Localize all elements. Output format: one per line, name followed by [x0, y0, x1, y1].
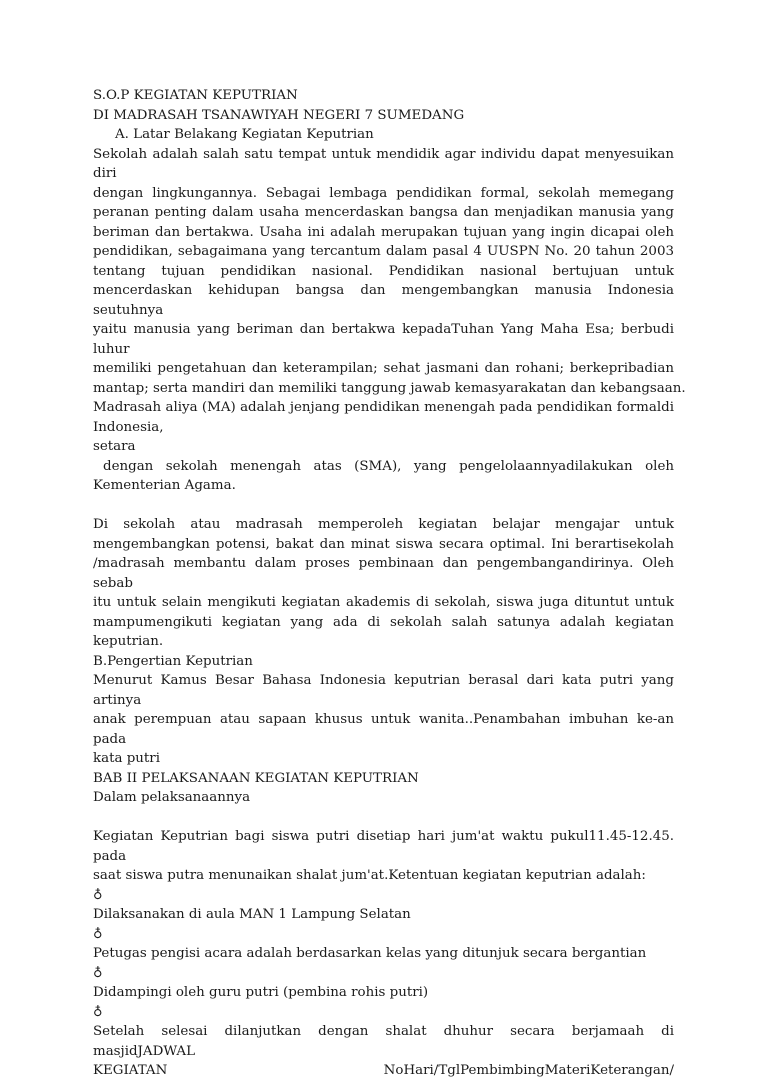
section-b-heading: B.Pengertian Keputrian — [93, 653, 253, 669]
text-line: Kementerian Agama. — [93, 478, 236, 493]
text-line: dengan lingkungannya. Sebagai lembaga pendidikan formal, sekolah memegang — [93, 185, 674, 201]
text-line: keputrian. — [93, 634, 164, 649]
text-line: mencerdaskan kehidupan bangsa dan mengembangkan manusia Indonesia seutuhnya — [93, 283, 674, 318]
text-line: setara — [93, 439, 136, 454]
list-item: Petugas pengisi acara adalah berdasarkan kelas yang ditunjuk secara bergantian — [93, 946, 647, 961]
text-line: mengembangkan potensi, bakat dan minat siswa secara optimal. Ini berartisekolah — [93, 536, 674, 552]
bab-2-paragraph — [93, 827, 674, 886]
blank-line — [93, 808, 674, 828]
school-name: DI MADRASAH TSANAWIYAH NEGERI 7 SUMEDANG — [93, 107, 465, 123]
list-item: Setelah selesai dilanjutkan dengan shalat dhuhur secara berjamaah di masjidJADWAL — [93, 1024, 674, 1059]
document-body — [93, 86, 686, 1081]
text-line: memiliki pengetahuan dan keterampilan; sehat jasmani dan rohani; berkepribadian — [93, 361, 674, 376]
provisions-list — [93, 886, 674, 1062]
text-line: Di sekolah atau madrasah memperoleh kegiatan belajar mengajar untuk — [93, 517, 674, 532]
text-line: anak perempuan atau sapaan khusus untuk wanita..Penambahan imbuhan ke-an pada — [93, 712, 674, 747]
text-line: Indonesia, — [93, 419, 164, 435]
text-line: yaitu manusia yang beriman dan bertakwa kepadaTuhan Yang Maha Esa; berbudi luhur — [93, 322, 674, 357]
text-line: itu untuk selain mengikuti kegiatan akademis di sekolah, siswa juga dituntut untuk — [93, 595, 674, 610]
text-line: peranan penting dalam usaha mencerdaskan bangsa dan menjadikan manusia yang — [93, 205, 674, 220]
text-line: kata putri — [93, 751, 160, 766]
text-line: tentang tujuan pendidikan nasional. Pendidikan nasional bertujuan untuk — [93, 263, 674, 279]
section-b-paragraph — [93, 671, 674, 769]
bab-2-intro: Dalam pelaksanaannya — [93, 790, 251, 805]
text-line: beriman dan bertakwa. Usaha ini adalah merupakan tujuan yang ingin dicapai oleh — [93, 224, 674, 240]
bullet-symbol-icon: ♁ — [93, 887, 103, 903]
bullet-symbol-icon: ♁ — [93, 1004, 103, 1020]
text-line: /madrasah membantu dalam proses pembinaan dan pengembangandirinya. Oleh sebab — [93, 556, 674, 591]
list-item: Dilaksanakan di aula MAN 1 Lampung Selatan — [93, 907, 411, 922]
section-a-paragraph-2 — [93, 398, 674, 496]
text-line: pendidikan, sebagaimana yang tercantum dalam pasal 4 UUSPN No. 20 tahun 2003 — [93, 244, 674, 259]
text-line: Menurut Kamus Besar Bahasa Indonesia keputrian berasal dari kata putri yang artinya — [93, 673, 674, 708]
bab-2-heading: BAB II PELAKSANAAN KEGIATAN KEPUTRIAN — [93, 770, 419, 786]
text-line: mampumengikuti kegiatan yang ada di sekolah salah satunya adalah kegiatan — [93, 614, 674, 630]
bullet-symbol-icon: ♁ — [93, 965, 103, 981]
document-title: S.O.P KEGIATAN KEPUTRIAN — [93, 88, 298, 103]
section-a-heading: A. Latar Belakang Kegiatan Keputrian — [115, 127, 374, 142]
list-item: Didampingi oleh guru putri (pembina rohis putri) — [93, 985, 429, 1000]
bullet-symbol-icon: ♁ — [93, 926, 103, 942]
section-a-paragraph-1 — [93, 145, 686, 399]
text-line: Sekolah adalah salah satu tempat untuk mendidik agar individu dapat menyesuikan diri — [93, 146, 674, 181]
text-line: mantap; serta mandiri dan memiliki tanggung jawab kemasyarakatan dan kebangsaan. — [93, 380, 686, 396]
text-line: saat siswa putra menunaikan shalat jum'at.Ketentuan kegiatan keputrian adalah: — [93, 868, 646, 883]
schedule-header-line: KEGIATAN NoHari/TglPembimbingMateriKeterangan/ — [93, 1063, 674, 1078]
text-line: Kegiatan Keputrian bagi siswa putri disetiap hari jum'at waktu pukul11.45-12.45. pada — [93, 829, 674, 864]
text-line: Madrasah aliya (MA) adalah jenjang pendidikan menengah pada pendidikan formaldi — [93, 400, 674, 415]
blank-line — [93, 496, 674, 516]
section-a-paragraph-3 — [93, 515, 674, 652]
text-line: dengan sekolah menengah atas (SMA), yang pengelolaannyadilakukan oleh — [103, 458, 674, 474]
